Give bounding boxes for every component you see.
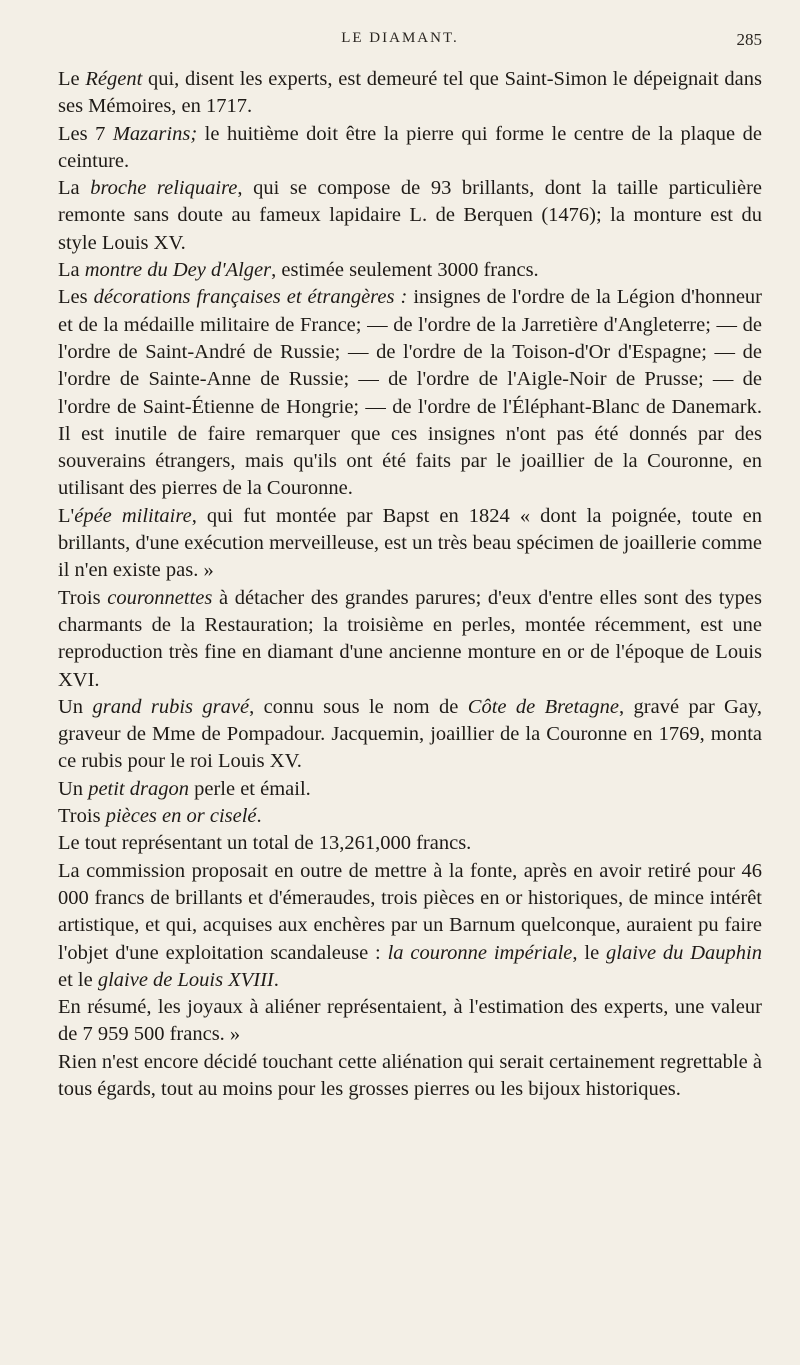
paragraph-mazarins bbox=[58, 121, 762, 176]
text-run: perle et émail. bbox=[188, 777, 311, 800]
text-run: Le tout représentant un total de 13,261,000 francs. bbox=[58, 832, 472, 855]
text-run: , gravé par Gay, graveur de Mme de Pompadour. Jacquemin, joaillier de la Couronne en 1769, monta ce rubis pour le roi Louis XV. bbox=[58, 695, 763, 773]
text-run: à détacher des grandes parures; d'eux d'entre elles sont des types charmants de la Restauration; la troisième en perles, montée récemment, est une reproduction très fine en diamant d'une ancienne monture en or de l'époque de Louis XVI. bbox=[58, 586, 762, 691]
text-run: et le bbox=[58, 968, 98, 991]
paragraph-decorations bbox=[58, 284, 762, 502]
italic-term: broche reliquaire bbox=[90, 177, 238, 200]
text-run: Les bbox=[58, 286, 94, 309]
text-run: Trois bbox=[58, 586, 108, 609]
paragraph-conclusion bbox=[58, 1049, 762, 1104]
text-run: Rien n'est encore décidé touchant cette aliénation qui serait certainement regrettable à tous égards, tout au moins pour les grosses pierres ou les bijoux historiques. bbox=[58, 1050, 762, 1100]
text-run: insignes de l'ordre de la Légion d'honneur et de la médaille militaire de France; — de l'ordre de la Jarretière d'Angleterre; — de l'ordre de Saint-André de Russie; — de l'ordre de la Toison-d'Or d'Espagne; — de l'ordre de Sainte-Anne de Russie; — de l'ordre de l'Aigle-Noir de Prusse; — de l'ordre de Saint-Étienne de Hongrie; — de l'ordre de l'Éléphant-Blanc de Danemark. Il est inutile de faire remarquer que ces insignes n'ont pas été donnés par des souverains étrangers, mais qu'ils ont été faits par le joaillier de la Couronne, en utilisant des pierres de la Couronne. bbox=[58, 286, 762, 500]
running-head bbox=[0, 30, 800, 52]
text-run: le huitième doit être la pierre qui forme le centre de la plaque de ceinture. bbox=[58, 122, 762, 172]
text-run: , estimée seulement 3000 francs. bbox=[271, 259, 539, 282]
text-run: En résumé, les joyaux à aliéner représentaient, à l'estimation des experts, une valeur de 7 959 500 francs. » bbox=[58, 996, 762, 1046]
italic-term: montre du Dey d'Alger bbox=[84, 259, 272, 282]
text-run: La bbox=[58, 259, 85, 282]
text-run: . bbox=[256, 805, 262, 828]
paragraph-epee-militaire bbox=[58, 503, 762, 585]
italic-term: la couronne impériale bbox=[387, 941, 573, 964]
text-run: . bbox=[273, 968, 279, 991]
italic-term: grand rubis gravé bbox=[92, 695, 250, 718]
italic-term: petit dragon bbox=[88, 777, 189, 800]
text-run: La commission proposait en outre de mettre à la fonte, après en avoir retiré pour 46 000 francs de brillants et d'émeraudes, trois pièces en or historiques, de mince intérêt artistique, et qui, acquises aux enchères par un Barnum quelconque, auraient pu faire l'objet d'une exploitation scandaleuse : bbox=[58, 859, 762, 964]
paragraph-grand-rubis bbox=[58, 694, 762, 776]
paragraph-petit-dragon bbox=[58, 776, 762, 803]
text-run: Un bbox=[58, 695, 93, 718]
text-run: , qui fut montée par Bapst en 1824 « dont la poignée, toute en brillants, d'une exécution merveilleuse, est un très beau spécimen de joaillerie comme il n'en existe pas. » bbox=[58, 504, 762, 582]
text-run: Les 7 bbox=[58, 122, 113, 145]
italic-term: Mazarins; bbox=[112, 122, 198, 145]
italic-term: couronnettes bbox=[107, 586, 213, 609]
paragraph-pieces-or bbox=[58, 803, 762, 830]
paragraph-total bbox=[58, 830, 762, 857]
text-run: qui, disent les experts, est demeuré tel que Saint-Simon le dépeignait dans ses Mémoires, en 1717. bbox=[58, 68, 762, 118]
paragraph-broche-reliquaire bbox=[58, 175, 762, 257]
italic-term: épée militaire bbox=[74, 504, 192, 527]
body-text bbox=[58, 66, 762, 1103]
text-run: , qui se compose de 93 brillants, dont la taille particulière remonte sans doute au fameux lapidaire L. de Berquen (1476); la monture est du style Louis XV. bbox=[58, 177, 762, 254]
text-run: , connu sous le nom de bbox=[249, 695, 468, 718]
italic-term: glaive du Dauphin bbox=[606, 941, 762, 964]
paragraph-couronnettes bbox=[58, 585, 762, 694]
page-number: 285 bbox=[736, 30, 762, 49]
italic-term: glaive de Louis XVIII bbox=[97, 968, 274, 991]
text-run: La bbox=[58, 177, 91, 200]
text-run: L' bbox=[58, 504, 75, 527]
italic-term: pièces en or ciselé bbox=[105, 805, 257, 828]
text-run: Un bbox=[58, 777, 89, 800]
paragraph-resume bbox=[58, 994, 762, 1049]
paragraph-montre-dey bbox=[58, 257, 762, 284]
paragraph-commission bbox=[58, 858, 762, 994]
italic-term: Côte de Bretagne bbox=[467, 695, 620, 718]
running-title: LE DIAMANT. bbox=[341, 30, 459, 46]
italic-term: décorations françaises et étrangères : bbox=[93, 286, 408, 309]
text-run: , le bbox=[572, 941, 606, 964]
text-run: Le bbox=[58, 68, 86, 90]
paragraph-regent bbox=[58, 66, 762, 121]
text-run: Trois bbox=[58, 805, 106, 828]
italic-term: Régent bbox=[85, 68, 143, 90]
